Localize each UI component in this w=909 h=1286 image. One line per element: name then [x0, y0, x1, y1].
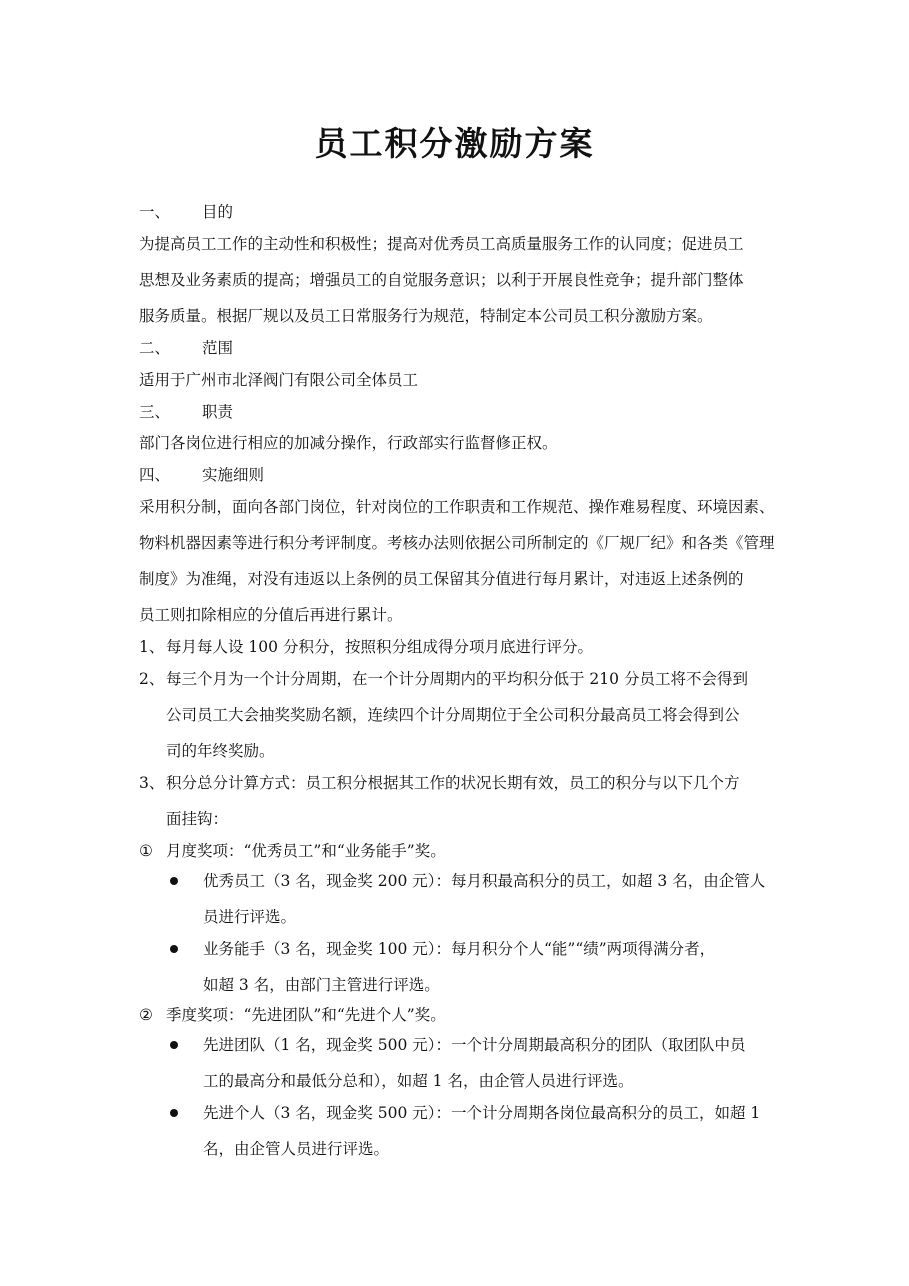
bullet-text: 先进个人（3 名，现金奖 500 元）：一个计分周期各岗位最高积分的员工，如超 1	[203, 1104, 761, 1122]
paragraph-line: 适用于广州市北泽阀门有限公司全体员工	[139, 371, 419, 389]
list-item-number: 3、	[139, 774, 165, 792]
section-number: 一、	[139, 203, 171, 221]
list-item-text: 积分总分计算方式：员工积分根据其工作的状况长期有效，员工的积分与以下几个方	[166, 774, 740, 792]
bullet-text: 工的最高分和最低分总和），如超 1 名，由企管人员进行评选。	[203, 1072, 634, 1090]
section-title: 目的	[202, 203, 234, 221]
paragraph-line: 采用积分制，面向各部门岗位，针对岗位的工作职责和工作规范、操作难易程度、环境因素、	[139, 498, 775, 516]
paragraph-line: 为提高员工工作的主动性和积极性；提高对优秀员工高质量服务工作的认同度；促进员工	[139, 235, 744, 253]
list-item-number: 1、	[139, 638, 165, 656]
bullet-icon	[170, 1041, 178, 1049]
list-item-text: 每三个月为一个计分周期，在一个计分周期内的平均积分低于 210 分员工将不会得到	[166, 670, 748, 688]
bullet-text: 优秀员工（3 名，现金奖 200 元）：每月积最高积分的员工，如超 3 名，由企管人	[203, 872, 766, 890]
award-category-label: 月度奖项：“优秀员工”和“业务能手”奖。	[166, 842, 446, 860]
page-title: 员工积分激励方案	[314, 124, 595, 163]
bullet-icon	[170, 877, 178, 885]
section-title: 范围	[202, 339, 234, 357]
bullet-text: 如超 3 名，由部门主管进行评选。	[203, 976, 440, 994]
section-number: 三、	[139, 403, 171, 421]
bullet-icon	[170, 1109, 178, 1117]
award-category-label: 季度奖项：“先进团队”和“先进个人”奖。	[166, 1006, 446, 1024]
bullet-icon	[170, 945, 178, 953]
bullet-text: 先进团队（1 名，现金奖 500 元）：一个计分周期最高积分的团队（取团队中员	[203, 1036, 746, 1054]
paragraph-line: 服务质量。根据厂规以及员工日常服务行为规范，特制定本公司员工积分激励方案。	[139, 307, 713, 325]
paragraph-line: 员工则扣除相应的分值后再进行累计。	[139, 606, 403, 624]
paragraph-line: 物料机器因素等进行积分考评制度。考核办法则依据公司所制定的《厂规厂纪》和各类《管理	[139, 534, 775, 552]
list-item-text: 每月每人设 100 分积分，按照积分组成得分项月底进行评分。	[166, 638, 593, 656]
paragraph-line: 制度》为准绳，对没有违返以上条例的员工保留其分值进行每月累计，对违返上述条例的	[139, 570, 744, 588]
circled-number-mark: ①	[139, 842, 153, 860]
section-number: 四、	[139, 466, 171, 484]
section-title: 职责	[202, 403, 234, 421]
list-item-text: 司的年终奖励。	[166, 742, 275, 760]
paragraph-line: 部门各岗位进行相应的加减分操作，行政部实行监督修正权。	[139, 434, 558, 452]
section-title: 实施细则	[202, 466, 265, 484]
bullet-text: 业务能手（3 名，现金奖 100 元）：每月积分个人“能”“绩”两项得满分者，	[203, 940, 716, 958]
list-item-text: 面挂钩：	[166, 810, 229, 828]
paragraph-line: 思想及业务素质的提高；增强员工的自觉服务意识；以利于开展良性竞争；提升部门整体	[139, 271, 744, 289]
list-item-text: 公司员工大会抽奖奖励名额，连续四个计分周期位于全公司积分最高员工将会得到公	[166, 706, 740, 724]
circled-number-mark: ②	[139, 1006, 153, 1024]
bullet-text: 员进行评选。	[203, 908, 297, 926]
bullet-text: 名，由企管人员进行评选。	[203, 1140, 390, 1158]
section-number: 二、	[139, 339, 171, 357]
list-item-number: 2、	[139, 670, 165, 688]
